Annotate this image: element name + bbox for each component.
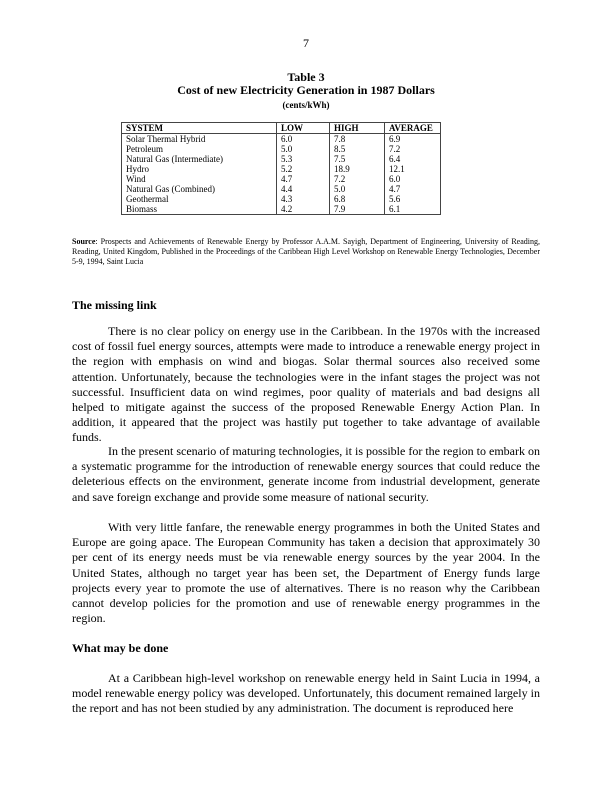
paragraph-text: With very little fanfare, the renewable energy programmes in both the United States and Europe are going apace. The European Community has taken a decision that approximately 30 per cent of its energy needs must be via renewable energy sources by the year 2004. In the United States, although no target year has been set, the Department of Energy funds large projects every year to promote the use of alternatives. There is no reason why the Caribbean cannot develop policies for the promotion and use of renewable energy programmes in the region. <box>72 520 540 626</box>
cell-system: Petroleum <box>122 144 277 154</box>
cell-high: 7.8 <box>330 134 385 145</box>
cell-system: Natural Gas (Combined) <box>122 184 277 194</box>
paragraph <box>72 444 540 505</box>
section-heading-what-may-be-done: What may be done <box>72 641 169 655</box>
header-average: AVERAGE <box>385 123 441 134</box>
header-system: SYSTEM <box>122 123 277 134</box>
table-row <box>122 204 441 215</box>
source-text: : Prospects and Achievements of Renewable Energy by Professor A.A.M. Sayigh, Department of Engineering, University of Reading, Reading, United Kingdom, Published in the Proceedings of the Caribbean High Level Workshop on Renewable Energy Technologies, December 5-9, 1994, Saint Lucia <box>72 237 540 266</box>
cell-average: 6.1 <box>385 204 441 215</box>
table-row <box>122 184 441 194</box>
cell-low: 6.0 <box>277 134 330 145</box>
cell-high: 7.2 <box>330 174 385 184</box>
table-row <box>122 164 441 174</box>
cell-system: Natural Gas (Intermediate) <box>122 154 277 164</box>
table-source-note <box>72 237 540 267</box>
paragraph <box>72 520 540 626</box>
cell-average: 12.1 <box>385 164 441 174</box>
page-number: 7 <box>303 36 309 50</box>
cell-system: Biomass <box>122 204 277 215</box>
cell-average: 5.6 <box>385 194 441 204</box>
table-row <box>122 144 441 154</box>
paragraph <box>72 324 540 446</box>
cell-system: Wind <box>122 174 277 184</box>
cell-average: 6.0 <box>385 174 441 184</box>
cell-average: 7.2 <box>385 144 441 154</box>
section-heading-missing-link: The missing link <box>72 298 157 312</box>
cell-high: 7.9 <box>330 204 385 215</box>
cost-table <box>121 122 441 215</box>
table-row <box>122 174 441 184</box>
cell-high: 7.5 <box>330 154 385 164</box>
table-row <box>122 154 441 164</box>
table-title: Cost of new Electricity Generation in 1987 Dollars <box>177 83 435 97</box>
table-row <box>122 134 441 145</box>
header-high: HIGH <box>330 123 385 134</box>
cell-low: 5.2 <box>277 164 330 174</box>
table-caption <box>0 71 612 112</box>
cell-system: Solar Thermal Hybrid <box>122 134 277 145</box>
table-row <box>122 194 441 204</box>
cell-high: 5.0 <box>330 184 385 194</box>
cell-high: 18.9 <box>330 164 385 174</box>
cell-low: 4.7 <box>277 174 330 184</box>
cell-high: 8.5 <box>330 144 385 154</box>
cell-average: 6.4 <box>385 154 441 164</box>
cell-high: 6.8 <box>330 194 385 204</box>
cell-system: Hydro <box>122 164 277 174</box>
paragraph <box>72 671 540 717</box>
table-label: Table 3 <box>287 70 325 84</box>
paragraph-text: There is no clear policy on energy use in the Caribbean. In the 1970s with the increased cost of fossil fuel energy sources, attempts were made to introduce a renewable energy project in the region with emphasis on wind and biogas. Solar thermal sources also received some attention. Unfortunately, because the technologies were in the infant stages the project was not successful. Insufficient data on wind regimes, poor quality of materials and bad designs all helped to mitigate against the success of the proposed Renewable Energy Action Plan. In addition, it appeared that the project was hastily put together to take advantage of available funds. <box>72 324 540 445</box>
cell-average: 4.7 <box>385 184 441 194</box>
header-low: LOW <box>277 123 330 134</box>
cell-low: 4.2 <box>277 204 330 215</box>
cell-low: 5.0 <box>277 144 330 154</box>
cell-low: 4.3 <box>277 194 330 204</box>
source-label: Source <box>72 237 96 246</box>
table-header-row <box>122 123 441 134</box>
cell-low: 5.3 <box>277 154 330 164</box>
cell-low: 4.4 <box>277 184 330 194</box>
cell-system: Geothermal <box>122 194 277 204</box>
cell-average: 6.9 <box>385 134 441 145</box>
table-units: (cents/kWh) <box>282 100 330 110</box>
paragraph-text: At a Caribbean high-level workshop on renewable energy held in Saint Lucia in 1994, a model renewable energy policy was developed. Unfortunately, this document remained largely in the report and has not been studied by any administration. The document is reproduced here <box>72 671 540 716</box>
paragraph-text: In the present scenario of maturing technologies, it is possible for the region to embark on a systematic programme for the introduction of renewable energy sources that could reduce the deleterious effects on the environment, generate income from industrial development, generate and save foreign exchange and provide some measure of national security. <box>72 444 540 504</box>
